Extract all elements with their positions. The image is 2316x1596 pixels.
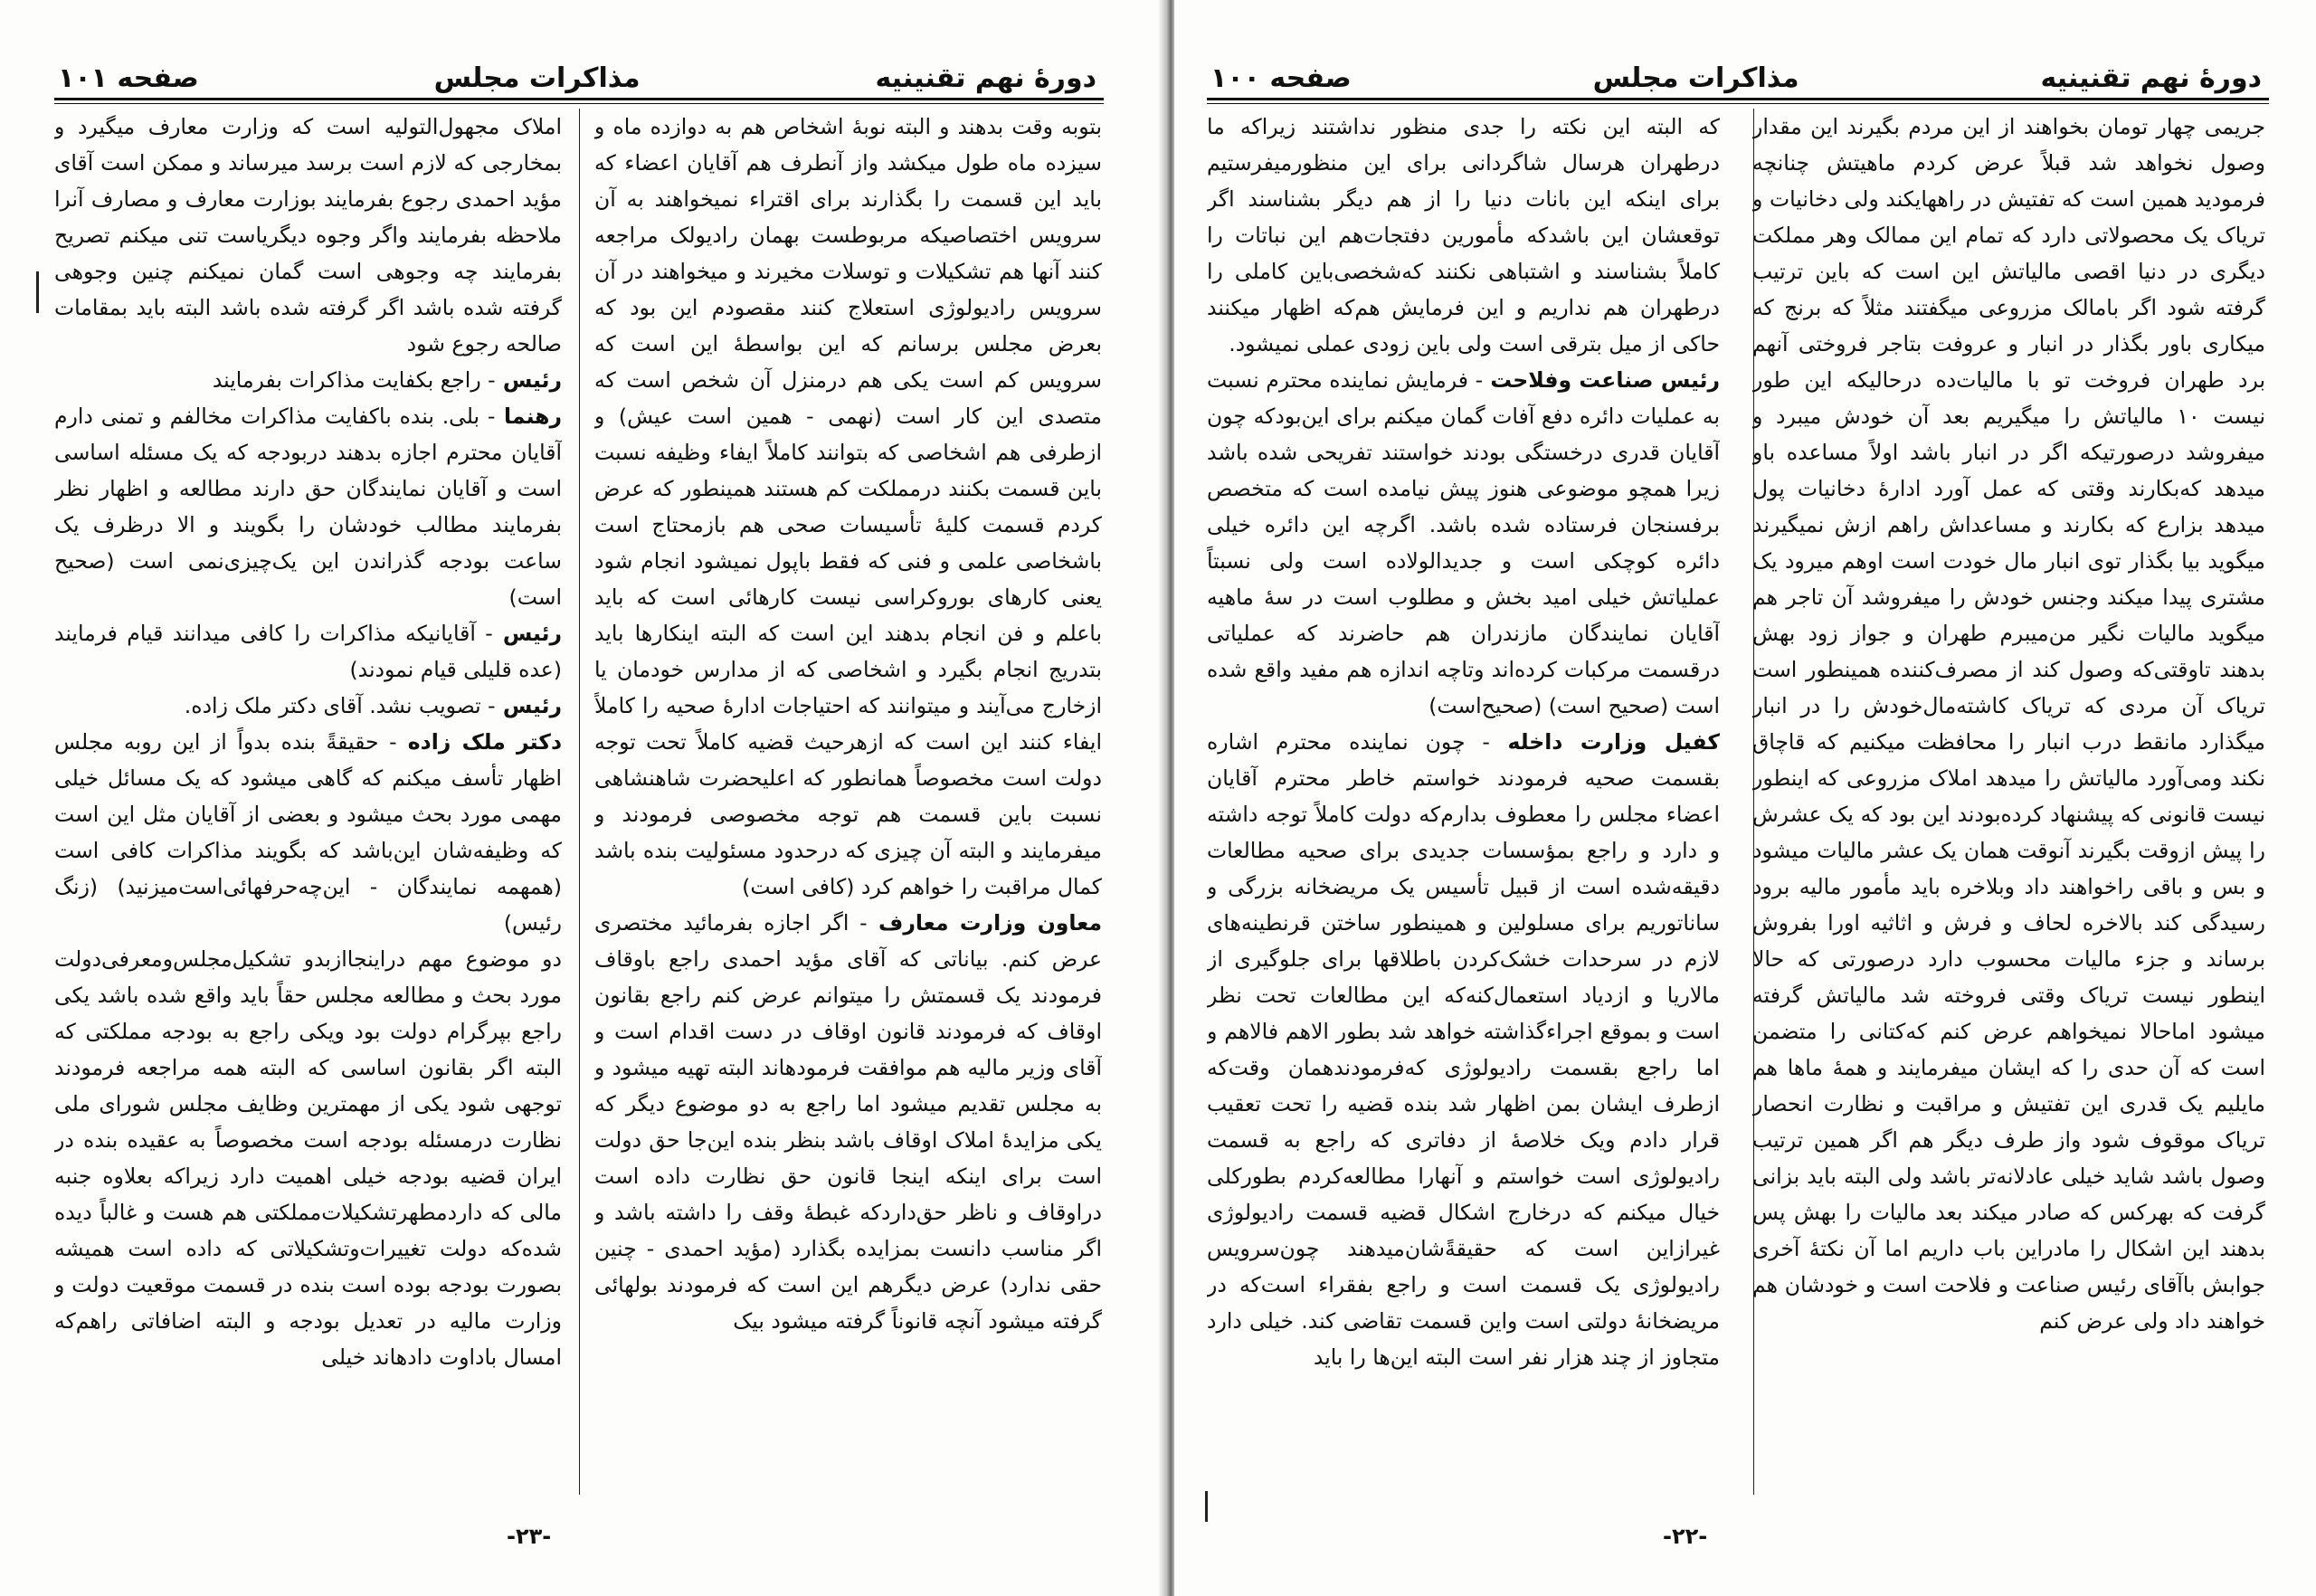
paragraph [1207,109,1720,362]
speaker-name: معاون وزارت معارف [867,910,1102,936]
speaker-name: رهنما [495,404,562,429]
paragraph [54,398,562,615]
paragraph [1752,109,2265,1339]
header-rule [54,98,1104,104]
paragraph [594,109,1102,905]
folio-number: -۲۳- [507,1524,552,1549]
speaker-name: رئیس صناعت وفلاحت [1483,367,1720,393]
speaker-name: رئیس [495,693,562,718]
paragraph [594,905,1102,1339]
paragraph [54,615,562,688]
paragraph-text: - چون نماینده محترم اشاره بقسمت صحیه فرمودند خواستم خاطر محترم آقایان اعضاء مجلس را معطوف بدارم‌که دولت کاملاً توجه داشته و دارد و راجع بمؤسسات جدیدی برای صحیه مطالعات دقیقه‌شده است از قبیل تأسیس یک مریضخانه بزرگی و سانا‌توریم برای مسلولین و همینطور ساختن قرنطینه‌های لازم در سرحدات خشک‌کردن باطلاقها برای جلوگیری از مالاریا و ازدیاد استعمال‌کنه‌که این مطالعات تحت نظر است و بموقع اجراءگذاشته خواهد شد بطور الاهم فالاهم و اما راجع بقسمت رادیولوژی که‌فرمودند‌همان وقت‌که ازطرف ایشان بمن اظهار شد بنده قضیه را تحت تعقیب قرار دادم ویک خلاصهٔ از دفاتری که راجع به قسمت رادیولوژی است خواستم و آنهارا مطالعه‌کردم بطورکلی خیال میکنم که درخارج اشکال قضیه قسمت رادیولوژی غیرازاین است که حقیقةً‌شان‌میدهند چون‌سرویس رادیولوژی یک قسمت است و راجع بفقراء است‌که در مریضخانهٔ دولتی است واین قسمت تقاضی کند. خیلی دارد متجاوز از چند هزار نفر است البته این‌ها را باید [1207,729,1720,1370]
folio-number: -۲۲- [1663,1524,1708,1549]
paragraph [1207,362,1720,724]
session-label: دورهٔ نهم تقنینیه [2040,62,2262,94]
paragraph-text: دو موضوع مهم دراینجا‌ازبدو تشکیل‌مجلس‌ومعرفی‌دولت مورد بحث و مطالعه مجلس حقاً باید واقع شده باشد یکی راجع بپرگرام دولت بود ویکی راجع به بودجه مملکتی که البته اگر بقانون اساسی که البته همه مراجعه فرمودند توجهی شود یکی از مهمترین وظایف مجلس شورای ملی نظارت درمسئله بودجه است مخصوصاً به عقیده بنده در ایران قضیه بودجه خیلی اهمیت دارد زیراکه بعلاوه جنبه مالی که داردمطهرتشکیلات‌مملکتی هم هست و غالباً دیده شده‌که دولت تغییرات‌وتشکیلاتی که داده است همیشه بصورت بودجه بوده است بنده در قسمت موقعیت دولت و وزارت مالیه در تعدیل بودجه و البته اضافاتی راهم‌که امسال باداوت دادهاند خیلی [54,946,562,1370]
text-columns [1207,109,2265,1495]
paragraph-text: - فرمایش نماینده محترم نسبت به عملیات دائره دفع آفات گمان میکنم برای این‌بودکه چون آقایان قدری درخستگی بودند خواستند تفریحی شده باشد زیرا همچو موضوعی هنوز پیش نیامده است که متخصص برفسنجان فرستاده شده باشد. اگرچه این دائره خیلی دائره کوچکی است و جدیدالولاده است ولی نسبتاً عملیاتش خیلی امید بخش و مطلوب است در سهٔ ماهیه آقایان نمایندگان مازندران هم حاضرند که عملیاتی درقسمت مرکبات کرده‌اند وتاچه اندازه هم مفید واقع شده است (صحیح است) (صحیح‌است) [1207,367,1720,718]
text-column-left [1207,109,1720,1495]
page-number: صفحه ۱۰۱ [58,62,199,94]
running-head [58,52,1096,94]
margin-mark [1205,1491,1208,1522]
page-number: صفحه ۱۰۰ [1210,62,1352,94]
text-column-right [1752,109,2265,1495]
paragraph-text: - اگر اجازه بفرمائید مختصری عرض کنم. بیاناتی که آقای مؤید احمدی راجع باوقاف فرمودند یک قسمتش را میتوانم عرض کنم راجع بقانون اوقاف که فرمودند قانون اوقاف در دست اقدام است و آقای وزیر مالیه هم موافقت فرمودهاند البته تهیه میشود و به مجلس تقدیم میشود اما راجع به دو موضوع دیگر که یکی مزایدهٔ املاک اوقاف باشد بنظر بنده این‌جا حق دولت است برای اینکه اینجا قانون حق نظارت داده است دراوقاف و ناظر حق‌داردکه غبطهٔ وقف را داشته باشد و اگر مناسب دانست بمزایده بگذارد (مؤید احمدی - چنین حقی ندارد) عرض دیگرهم این است که فرمودند بولهائی گرفته میشود آنچه قانوناً گرفته میشود بیک [594,910,1102,1334]
text-column-left [54,109,562,1495]
paragraph-text: - تصویب نشد. آقای دکتر ملک زاده. [184,693,496,718]
speaker-name: رئیس [495,367,562,393]
paragraph-text: - آقایانیکه مذاکرات را کافی میدانند قیام فرمایند (عده قلیلی قیام نمودند) [54,621,562,682]
header-rule [1207,98,2269,104]
paragraph-text: که البته این نکته را جدی منظور نداشتند زیراکه ما درطهران هرسال شاگردانی برای این منظورمیفرستیم برای اینکه این بانات دنیا را از هم دیگر بشناسند اگر توقعشان این باشدکه مأمورین دفتجات‌هم این نباتات را کاملاً بشناسند و اشتباهی نکنند که‌شخصی‌باین کاملی را درطهران هم نداریم و این فرمایش هم‌که اظهار میکنند حاکی از میل بترقی است ولی باین زودی عملی نمیشود. [1207,114,1720,356]
margin-mark [36,271,39,313]
paragraph-text: - حقیقةً بنده بدواً از این روبه مجلس اظهار تأسف میکنم که گاهی میشود که یک مسائل خیلی مهمی مورد بحث میشود و بعضی از آقایان مثل این است که وظیفه‌شان این‌باشد که بگویند مذاکرات کافی است (همهمه نمایندگان - این‌چه‌حرفهائی‌است‌میزنید) (زنگ رئیس) [54,729,562,936]
paragraph [54,688,562,724]
paragraph-text: - بلی. بنده باکفایت مذاکرات مخالفم و تمنی دارم آقایان محترم اجازه بدهند دربودجه که یک مسئله اساسی است و آقایان نمایندگان حق دارند مطالعه و اظهار نظر بفرمایند مطالب خودشان را بگویند و الا درظرف یک ساعت بودجه گذراندن این یک‌چیزی‌نمی است (صحیح است) [54,404,562,610]
journal-title: مذاکرات مجلس [433,62,641,94]
speaker-name: دکتر ملک زاده [396,729,562,755]
journal-title: مذاکرات مجلس [1592,62,1799,94]
speaker-name: رئیس [492,621,562,646]
paragraph-text: املاک مجهول‌التولیه است که وزارت معارف میگیرد و بمخارجی که لازم است برسد میرساند و ممکن است آقای مؤید احمدی رجوع بفرمایند بوزارت معارف و مصارف آنرا ملاحظه بفرمایند واگر وجوه دیگریاست تنی میکنم تصریح بفرمایند چه وجوهی است گمان نمیکنم چنین وجوهی گرفته شده باشد اگر گرفته شده باشد البته باید بمقامات صالحه رجوع شود [54,114,562,356]
paragraph [54,109,562,362]
text-column-right [594,109,1102,1495]
session-label: دورهٔ نهم تقنینیه [875,62,1096,94]
speaker-name: کفیل وزارت داخله [1489,729,1720,755]
paragraph-text: بتوبه وقت بدهند و البته نوبهٔ اشخاص هم به دوازده ماه و سیزده ماه طول میکشد واز آنطرف هم آقایان اعضاء که باید این قسمت را بگذارند برای اقتراء نمیخواهند به آن سرویس اختصاصیکه مربوطست بهمان رادیولک مراجعه کنند آنها هم تشکیلات و توسلات مخیرند و میخواهند در آن سرویس رادیولوژی استعلاج کنند مقصودم این بود که بعرض مجلس برسانم که این بواسطهٔ این است که سرویس کم است یکی هم درمنزل آن شخص است که متصدی این کار است (نهمی - همین است عیش) و ازطرفی هم اشخاصی که بتوانند کاملاً ایفاء وظیفه نسبت باین قسمت بکنند درمملکت کم هستند همینطور که عرض کردم قسمت کلیهٔ تأسیسات صحی هم بازمحتاج است باشخاصی علمی و فنی که فقط باپول نمیشود انجام شود یعنی کارهای بوروکراسی نیست کارهائی است که باید باعلم و فن انجام بدهند این است که البته اینکارها باید بتدریج انجام بگیرد و اشخاصی که از مدارس خودمان یا ازخارج می‌آیند و میتوانند که احتیاجات ادارهٔ صحیه را کاملاً ایفاء کنند این است که ازهرحیث قضیه کاملاً تحت توجه دولت است مخصوصاً همانطور که اعلیحضرت شاهنشاهی نسبت باین قسمت هم توجه مخصوصی فرمودند و میفرمایند و البته آن چیزی که درحدود مسئولیت بنده باشد کمال مراقبت را خواهم کرد (کافی است) [594,114,1102,899]
text-columns [54,109,1102,1495]
paragraph [54,724,562,941]
paragraph [54,362,562,398]
paragraph-text: جریمی چهار تومان بخواهند از این مردم بگیرند این مقدار وصول نخواهد شد قبلاً عرض کردم ماهیتش چنانچه فرمودید همین است که تفتیش در راههایکند ولی دخانیات و تریاک یک محصولاتی دارد که تمام این ممالک وهر مملکت دیگری در دنیا اقصی مالیاتش این است که باین ترتیب گرفته شود اگر بامالک مزروعی میگفتند مثلاً که برنج که میکاری باور بگذار در انبار و عروفت بتاجر فروختی آنهم برد طهران فروخت تو با مالیات‌ده درحالیکه این طور نیست ۱۰ مالیاتش را میگیریم بعد آن خودش میبرد و میفروشد درصورتیکه اگر در انبار باشد اولاً مساعده باو میدهد که‌بکارند وقتی که عمل آورد ادارهٔ دخانیات پول میدهد بزارع که بکارند و مساعداش راهم ازش نمیگیرند میگوید بیا بگذار توی انبار مال خودت است اوهم میرود یک مشتری پیدا میکند وجنس خودش را میفروشد آن تاجر هم میگوید مالیات نگیر من‌میبرم طهران و جواز زود بهش بدهند تاوقتی‌که وصول کند از مصرف‌کننده همینطور است تریاک آن مردی که تریاک کاشته‌مال‌خودش را در انبار میگذارد مانقط درب انبار را محافظت میکنیم که قاچاق نکند ومی‌آورد مالیاتش را میدهد املاک مزروعی که اینطور نیست قانونی که پیشنهاد کرده‌بودند این بود که یک عشرش را پیش ازوقت بگیرند آنوقت همان یک عشر مالیات میشود و بس و باقی راخواهند داد وبلاخره باید مأمور مالیه برود رسیدگی کند بالاخره لحاف و فرش و اثاثیه اورا بفروش برساند و جزء مالیات محسوب دارد درصورتی که حالا اینطور نیست تریاک وقتی فروخته شد مالیاتش گرفته میشود اماحالا نمیخواهم عرض کنم که‌کتانی را متضمن است که آن حدی را که ایشان میفرمایند و همهٔ ماها هم مایلیم یک قدری این تفتیش و مراقبت و نظارت انحصار تریاک موقوف شود واز طرف دیگر هم اگر همین ترتیب وصول باشد شاید خیلی عادلانه‌تر باشد ولی البته باید بزانی گرفت که بهرکس که صادر میکند بعد مالیات را بهش پس بدهند این اشکال را مادراین باب داریم اما آن نکتهٔ آخری جوابش باآقای رئیس صناعت و فلاحت است و خودشان هم خواهند داد ولی عرض کنم [1752,114,2265,1334]
paragraph [54,941,562,1375]
page-100 [1174,0,2316,1596]
running-head [1210,52,2262,94]
paragraph [1207,724,1720,1375]
paragraph-text: - راجع بکفایت مذاکرات بفرمایند [212,367,496,393]
